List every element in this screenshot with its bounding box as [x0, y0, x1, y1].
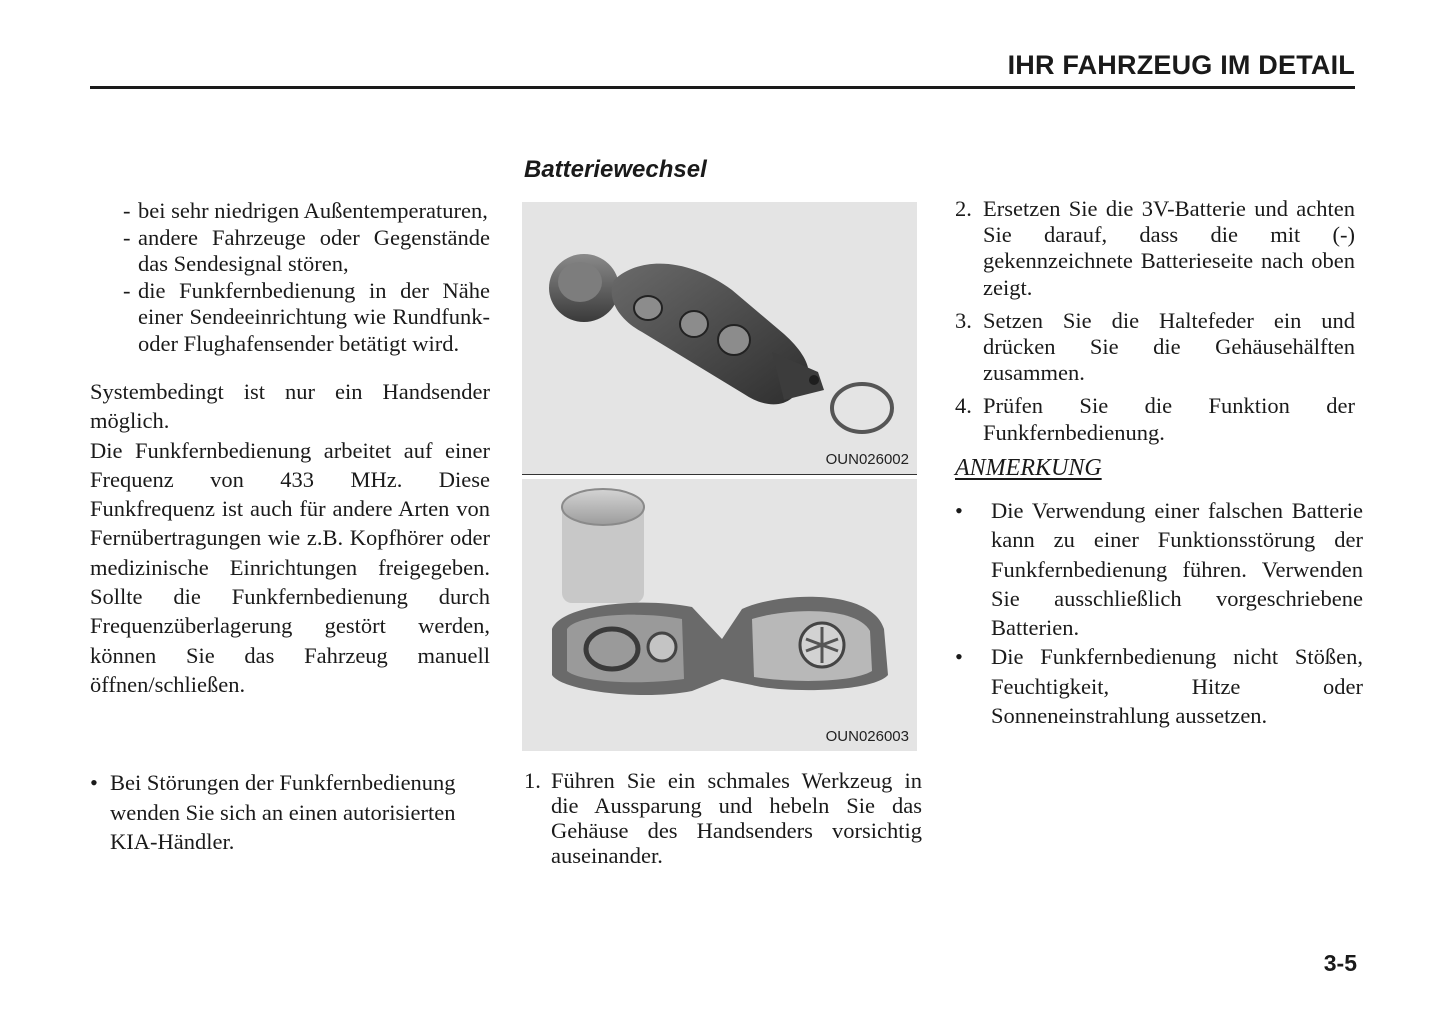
- trunk-button: [718, 325, 750, 355]
- bullet-marker: •: [955, 644, 963, 670]
- step-item: [524, 768, 922, 868]
- bullet-marker: •: [955, 498, 963, 523]
- paragraph-frequency: Die Funkfernbedienung arbeitet auf einer Frequenz von 433 MHz. Diese Funkfrequenz ist auch für andere Arten von Fernübertragungen wie z.B. Kopfhörer oder medizinische Einrichtungen freigegeben. Sollte die Funkfernbedienung durch Frequenzüberlagerung gestört werden, können Sie das Fahrzeug manuell öffnen/schließen.: [90, 437, 490, 697]
- note-text: Die Funkfernbedienung nicht Stößen, Feuchtigkeit, Hitze oder Sonneneinstrahlung aussetzen.: [991, 644, 1363, 729]
- note-text: Die Verwendung einer falschen Batterie kann zu einer Funktionsstörung der Funkfernbedienung führen. Verwenden Sie ausschließlich vorgeschriebene Batterien.: [991, 498, 1363, 641]
- list-item: [90, 278, 490, 358]
- right-steps: [955, 196, 1355, 453]
- note-item: [955, 496, 1363, 642]
- step-text: Ersetzen Sie die 3V-Batterie und achten Sie darauf, dass die mit (-) gekennzeichnete Batterieseite nach oben zeigt.: [983, 196, 1355, 300]
- step-number: 1.: [524, 768, 541, 793]
- contact-button: [648, 633, 676, 661]
- step-item: [955, 308, 1355, 387]
- step-item: [955, 393, 1355, 445]
- figure-remote-key-closed: [522, 202, 917, 475]
- left-column: [90, 198, 490, 699]
- page-number: 3-5: [1323, 950, 1357, 976]
- strap-rivet: [809, 375, 819, 385]
- key-ring: [832, 384, 892, 432]
- list-item: [90, 198, 490, 225]
- bullet-item: [90, 768, 498, 857]
- step-number: 3.: [955, 307, 972, 333]
- list-item-text: bei sehr niedrigen Außentemperaturen,: [138, 198, 488, 223]
- note-heading: ANMERKUNG: [955, 455, 1102, 481]
- dash-marker: -: [123, 277, 131, 303]
- key-body: [612, 264, 809, 405]
- bullet-text: Bei Störungen der Funkfernbedienung wenden Sie sich an einen autorisierten KIA-Händler.: [110, 770, 456, 854]
- figure-remote-key-open: [522, 479, 917, 751]
- list-item-text: andere Fahrzeuge oder Gegenstände das Sendesignal stören,: [138, 224, 490, 276]
- list-item: [90, 225, 490, 278]
- step-number: 2.: [955, 196, 972, 221]
- lock-button: [634, 296, 662, 320]
- key-fob-illustration: [522, 202, 917, 474]
- dash-marker: -: [123, 198, 131, 223]
- dash-marker: -: [123, 224, 131, 250]
- middle-steps: [524, 768, 922, 868]
- step-text: Prüfen Sie die Funktion der Funkfernbedienung.: [983, 393, 1355, 445]
- page-section-title: IHR FAHRZEUG IM DETAIL: [1007, 50, 1355, 80]
- battery-top: [562, 489, 644, 525]
- key-fob-open-illustration: [522, 479, 917, 751]
- step-item: [955, 196, 1355, 301]
- key-head-highlight: [558, 262, 602, 302]
- list-item-text: die Funkfernbedienung in der Nähe einer Sendeeinrichtung wie Rundfunk- oder Flughafensender betätigt wird.: [138, 277, 490, 356]
- figure-code: OUN026003: [825, 728, 909, 745]
- unlock-button: [680, 311, 708, 337]
- step-number: 4.: [955, 393, 972, 419]
- step-text: Setzen Sie die Haltefeder ein und drücken Sie die Gehäusehälften zusammen.: [983, 307, 1355, 386]
- section-heading: Batteriewechsel: [524, 156, 707, 183]
- left-bullet: [90, 768, 498, 857]
- header-divider: [90, 86, 1355, 89]
- step-text: Führen Sie ein schmales Werkzeug in die Aussparung und hebeln Sie das Gehäuse des Handsenders vorsichtig auseinander.: [551, 768, 922, 868]
- paragraph-single-transmitter: Systembedingt ist nur ein Handsender möglich.: [90, 379, 490, 434]
- figure-code: OUN026002: [825, 451, 909, 468]
- note-list: [955, 496, 1363, 730]
- bullet-marker: •: [90, 770, 98, 795]
- note-item: [955, 642, 1363, 730]
